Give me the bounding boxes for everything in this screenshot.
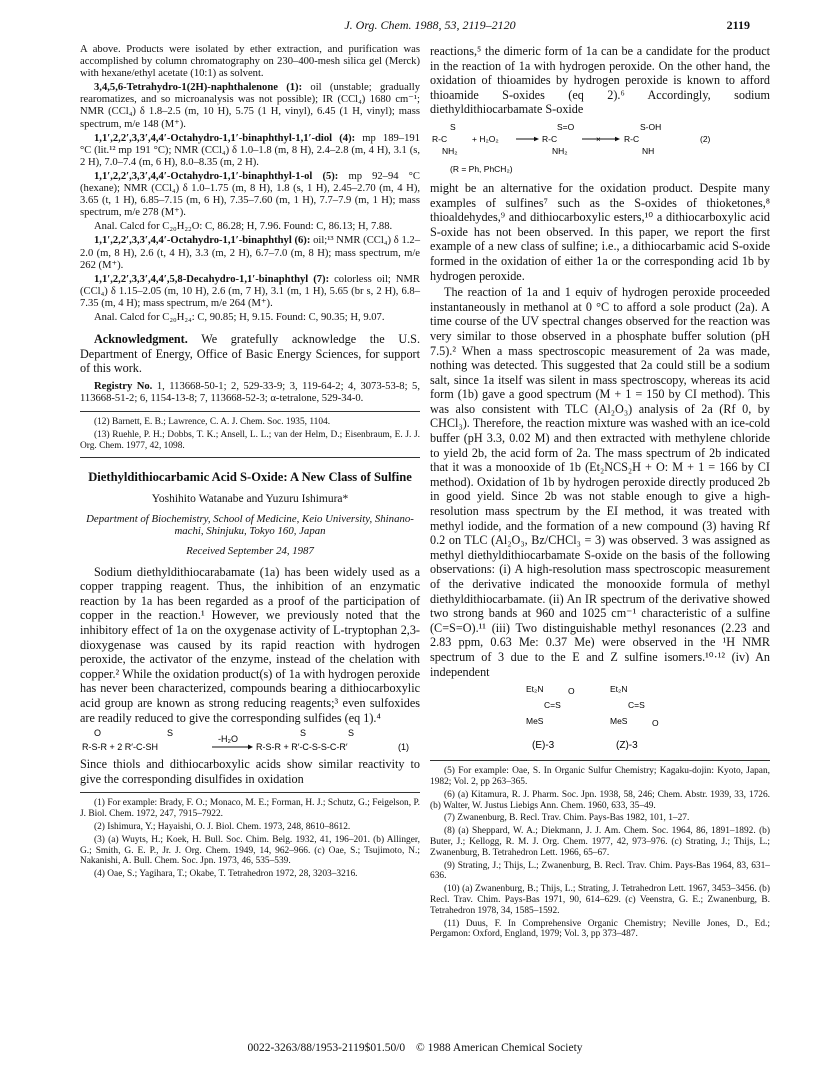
label-z-isomer: (Z)-3: [616, 740, 638, 752]
registry-numbers: [80, 381, 420, 405]
reference: (2) Ishimura, Y.; Hayaishi, O. J. Biol. Chem. 1973, 248, 8610–8612.: [94, 821, 351, 832]
acknowledgment-heading: Acknowledgment.: [94, 332, 188, 347]
sulfine-structures: [430, 682, 770, 754]
reference: (10) (a) Zwanenburg, B.; Thijs, L.; Strating, J. Tetrahedron Lett. 1967, 3453–3456. (b) Recl. Trav. Chim. Pays-Bas 1971, 90, 614–629. (c) Veenstra, G. E.; Zwanenburg, B. Tetrahedron 1978, 34, 1585–1592.: [430, 884, 770, 916]
eq2-note: (R = Ph, PhCH₂): [450, 163, 513, 174]
registry-text: 1, 113668-50-1; 2, 529-33-9; 3, 119-64-2; 4, 3073-53-8; 5, 113668-51-2; 6, 1154-13-8; 7, 113668-52-3; α-tetralone, 529-34-0.: [80, 380, 420, 404]
footnotes-right: [430, 766, 770, 940]
thione-s: S: [167, 728, 174, 739]
footnote-divider: [80, 792, 420, 793]
copyright: © 1988 American Chemical Society: [416, 1042, 583, 1054]
eq2-prod2: R-C: [624, 133, 640, 144]
body-paragraph: might be an alternative for the oxidation product. Despite many examples of sulfines⁷ such as the S-oxides of thioketones,⁸ thioaldehydes,⁹ and dithiocarboxylic esters,¹⁰ a dithiocarboxylic acid S-oxide has not been observed. In this paper, we report the first example of a new class of sulfine; i.e., a dithiocarbamic acid S-oxide formed in the oxidation of either 1a or the corresponding acid 1b by hydrogen peroxide.: [430, 180, 770, 283]
sulfine-isomers-figure: [430, 682, 770, 754]
eq2-arrow-x: ×: [596, 134, 601, 144]
affiliation: Department of Biochemistry, School of Medicine, Keio University, Shinano-machi, Shinjuku, Tokyo 160, Japan: [86, 512, 414, 538]
compound-data: mp 92–94 °C (hexane); NMR (CCl₄) δ 1.0–1.75 (m, 8 H), 1.8 (s, 1 H), 2.45–2.70 (m, 4 H), 3.65 (t, 1 H), 6.85–7.15 (m, 6 H), 7.35–7.60 (m, 1 H), 7.7–7.9 (m, 1 H); mass spectrum, m/e 278 (M⁺).: [80, 170, 420, 219]
eq2-nh: NH: [642, 145, 655, 156]
footnotes-bottom: [80, 798, 420, 880]
z-et2n: Et₂N: [610, 684, 628, 695]
body-paragraph: The reaction of 1a and 1 equiv of hydrogen peroxide proceeded instantaneously in methanol at 0 °C to afford a sole product (2a). A time course of the UV spectral changes observed for the reaction was very similar to those observed in a phosphate buffer solution (pH 7.5).² When a mass spectroscopic measurement of 2a was made, nothing was detected. This suggested that 2a could still be a sodium salt, since 1a itself was silent in mass spectroscopy, whereas its acid form (1b) gave a good spectrum (M + 1 = 150 by CI method). This was also consistent with TLC (Al₂O₃) analysis of 2a (Rf 0, by CHCl₃). Therefore, the reaction mixture was washed with an ice-cold buffer (pH 3.3, 0.02 M) and then extracted with methylene chloride to yield 2b, the acid form of 2a. The mass spectrum of 2b indicated that it was a monooxide of 1b (Et₂NCS₂H + O: M + 1 = 166 by CI method). Oxidation of 1b by hydrogen peroxide directly produced 2b in good yield. Since 2b was not stable enough to give a high-resolution mass spectrum by the EI method, it was treated with methyl iodide, and the formation of a new compound (3) having Rf 0.2 on TLC (Al₂O₃, Bz/CHCl₃ = 3) was observed. 3 was assigned as methyl diethyldithiocarbamate S-oxide on the basis of the following observations: (i) A high-resolution mass spectroscopic measurement of the derivative indicated the monooxide formula of methyl diethyldithiocarbamate. (ii) An IR spectrum of the derivative showed two strong bands at 960 and 1025 cm⁻¹ characteristic of a sulfine (C=S=O).¹¹ (iii) Two distinguishable methyl resonances (2.23 and 2.83 ppm, 0.63 Me: 0.37 Me) were observed in the ¹H NMR spectrum of 3 due to the E and Z sulfine isomers.¹⁰·¹² (iv) An independent: [430, 285, 770, 679]
reference: (7) Zwanenburg, B. Recl. Trav. Chim. Pays-Bas 1982, 101, 1–27.: [444, 813, 690, 824]
product-s1: S: [300, 728, 307, 739]
eq1-arrow-label: -H₂O: [218, 734, 238, 745]
acknowledgment: [80, 332, 420, 376]
article-code: 0022-3263/88/1953-2119$01.50/0: [247, 1042, 406, 1054]
body-paragraph: Since thiols and dithiocarboxylic acids show similar reactivity to give the corresponding disulfides in oxidation: [80, 757, 420, 786]
eq2-nh2b: NH₂: [552, 145, 568, 156]
journal-citation: J. Org. Chem. 1988, 53, 2119–2120: [344, 18, 516, 32]
eq2-nh2: NH₂: [442, 145, 458, 156]
compound-list: [80, 82, 420, 324]
e-cs: C=S: [544, 700, 561, 711]
page-number: 2119: [726, 18, 750, 32]
reference: (6) (a) Kitamura, R. J. Pharm. Soc. Jpn. 1938, 58, 246; Chem. Abstr. 1939, 33, 1726. (b) Walter, W. Justus Liebigs Ann. Chem. 1960, 633, 35–49.: [430, 789, 770, 811]
eq2-number: (2): [700, 133, 711, 144]
compound-entry: [80, 235, 420, 271]
compound-name: 1,1′,2,2′,3,3′,4,4′-Octahydro-1,1′-binaphthyl-1,1′-diol (4):: [94, 132, 356, 144]
right-column: [430, 44, 770, 942]
article-divider: [80, 457, 420, 458]
eq2-prod1: R-C: [542, 133, 558, 144]
registry-heading: Registry No.: [94, 380, 153, 392]
arrow-head: [248, 745, 253, 750]
product-s2: S: [348, 728, 355, 739]
equation-2-figure: [430, 120, 770, 178]
eq2-s: S: [450, 121, 456, 132]
eq2-reactant: R-C: [432, 133, 448, 144]
eq2-arrow2-head: [615, 137, 620, 141]
eq2-soh: S-OH: [640, 121, 662, 132]
compound-name: 1,1′,2,2′,3,3′,4,4′-Octahydro-1,1′-binaphthyl-1-ol (5):: [94, 170, 339, 182]
reference: (9) Strating, J.; Thijs, L.; Zwanenburg, B. Recl. Trav. Chim. Pays-Bas 1964, 83, 631–636.: [430, 860, 770, 882]
z-o: O: [652, 718, 659, 729]
equation-1: [80, 728, 420, 754]
equation-2: [430, 120, 770, 178]
authors: Yoshihito Watanabe and Yuzuru Ishimura*: [151, 493, 349, 506]
compound-entry: [80, 82, 420, 130]
body-paragraph: Sodium diethyldithiocarabamate (1a) has been widely used as a copper trapping reagent. Thus, the inhibition of an enzymatic reaction by 1a has been regarded as a proof of the participation of copper in the reaction.¹ However, we previously noted that the inhibitory effect of 1a on the oxygenase activity of L-tryptophan 2,3-dioxygenase was caused by its rapid reaction with hydrogen peroxide, the activator of the enzyme, instead of the chelation with copper.² While the oxidation product(s) of 1a with hydrogen peroxide has never been characterized, compounds bearing a dithiocarboxylic acid group are known as strong reducing reagents;³ even sulfoxides are readily reduced to give the corresponding sulfides (eq 1).⁴: [80, 564, 420, 725]
eq2-plus: + H₂O₂: [472, 133, 499, 144]
compound-name: 1,1′,2,2′,3,3′,4,4′-Octahydro-1,1′-binaphthyl (6):: [94, 235, 311, 247]
e-mes: MeS: [526, 716, 544, 727]
compound-name: 3,4,5,6-Tetrahydro-1(2H)-naphthalenone (1):: [94, 82, 303, 94]
reference: (12) Barnett, E. B.; Lawrence, C. A. J. Chem. Soc. 1935, 1104.: [94, 417, 331, 428]
received-date: Received September 24, 1987: [186, 544, 314, 557]
eq1-rhs: R-S-R + R′-C-S-S-C-R′: [256, 742, 348, 753]
compound-entry: [80, 171, 420, 219]
body-paragraph: reactions,⁵ the dimeric form of 1a can be a candidate for the product in the reaction of 1a with hydrogen peroxide. On the other hand, the oxidation of thioamides by hydrogen peroxide is known to afford thioamide S-oxides (eq 2).⁶ Accordingly, sodium diethyldithiocarbamate S-oxide: [430, 44, 770, 117]
equation-1-figure: [80, 728, 420, 754]
compound-data: oil;¹³ NMR (CCl₄) δ 1.2–2.0 (m, 8 H), 2.6 (t, 4 H), 3.3 (m, 2 H), 6.7–7.0 (m, 8 H); mass spectrum, m/e 262 (M⁺).: [80, 235, 420, 271]
continuation-text: A above. Products were isolated by ether extraction, and purification was accomplished by column chromatography on 230–400-mesh silica gel (Merck) with hexane/ethyl acetate (10:1) as solvent.: [80, 44, 420, 80]
reference: (13) Ruehle, P. H.; Dobbs, T. K.; Ansell, L. L.; van der Helm, D.; Eisenbraum, E. J. J. Org. Chem. 1977, 42, 1098.: [80, 429, 420, 451]
eq2-so: S=O: [557, 121, 575, 132]
compound-entry: [80, 221, 420, 233]
e-o: O: [568, 686, 575, 697]
label-e-isomer: (E)-3: [532, 740, 555, 752]
reference: (4) Oae, S.; Yagihara, T.; Okabe, T. Tetrahedron 1972, 28, 3203–3216.: [94, 869, 358, 880]
eq1-number: (1): [398, 742, 409, 753]
compound-data: mp 189–191 °C (lit.¹² mp 191 °C); NMR (CCl₄) δ 1.0–1.8 (m, 8 H), 2.4–2.8 (m, 4 H), 3.1 (s, 2 H), 7.0–7.4 (m, 6 H), 8.0–8.35 (m, 2 H).: [80, 132, 420, 168]
compound-data: oil (unstable; gradually rearomatizes, and so microanalysis was not possible); IR (CCl₄) 1680 cm⁻¹; NMR (CCl₄) δ 1.8–2.5 (m, 10 H), 5.75 (1 H, vinyl), 6.45 (1 H, vinyl); mass spectrum, m/e 148 (M⁺).: [80, 82, 420, 130]
acknowledgment-text: We gratefully acknowledge the U.S. Department of Energy, Office of Basic Energy Sciences, for support of this work.: [80, 332, 420, 376]
compound-entry: [80, 274, 420, 310]
reference: (11) Duus, F. In Comprehensive Organic Chemistry; Neville Jones, D., Ed.; Pergamon: Oxford, England, 1979; Vol. 3, pp 373–487.: [430, 918, 770, 940]
footnote-divider: [80, 411, 420, 412]
footnotes-top: [80, 417, 420, 451]
compound-name: 1,1′,2,2′,3,3′,4,4′,5,8-Decahydro-1,1′-binaphthyl (7):: [94, 273, 330, 285]
footnote-divider: [430, 760, 770, 761]
article-title: Diethyldithiocarbamic Acid S-Oxide: A New Class of Sulfine: [88, 470, 412, 485]
eq2-arrow-head: [534, 137, 539, 141]
compound-data: colorless oil; NMR (CCl₄) δ 1.15–2.05 (m, 10 H), 2.6 (m, 7 H), 3.1 (m, 1 H), 5.65 (br s, 2 H), 6.8–7.35 (m, 4 H); mass spectrum, m/e 264 (M⁺).: [80, 273, 420, 309]
reference: (5) For example: Oae, S. In Organic Sulfur Chemistry; Kagaku-dojin: Kyoto, Japan, 1982; Vol. 2, pp 263–365.: [430, 766, 770, 787]
compound-data: Anal. Calcd for C₂₀H₂₄: C, 90.85; H, 9.15. Found: C, 90.35; H, 9.07.: [94, 311, 385, 323]
z-mes: MeS: [610, 716, 628, 727]
eq1-lhs: R-S-R + 2 R′-C-SH: [82, 742, 158, 753]
reference: (1) For example: Brady, F. O.; Monaco, M. E.; Forman, H. J.; Schutz, G.; Feigelson, P. J. Biol. Chem. 1972, 247, 7915–7922.: [80, 798, 420, 820]
compound-data: Anal. Calcd for C₂₀H₂₂O: C, 86.28; H, 7.96. Found: C, 86.13; H, 7.88.: [94, 221, 393, 233]
reference: (8) (a) Sheppard, W. A.; Diekmann, J. J. Am. Chem. Soc. 1964, 86, 1891–1892. (b) Buter, J.; Kellogg, R. M. J. Org. Chem. 1977, 42, 973–976. (c) Strating, J.; Thijs, L.; Zwanenburg, B. Tetrahedron Lett. 1966, 65–67.: [430, 826, 770, 858]
compound-entry: [80, 133, 420, 169]
compound-entry: [80, 312, 420, 324]
sulfoxide-o: O: [94, 728, 102, 739]
running-header: [80, 18, 750, 34]
page-footer: [80, 1042, 750, 1054]
reference: (3) (a) Wuyts, H.; Koek, H. Bull. Soc. Chim. Belg. 1932, 41, 196–201. (b) Allinger, G.; Smith, G. E. P., Jr. J. Org. Chem. 1949, 14, 962–966. (c) Oae, S.; Tsujimoto, N.; Nakanishi, A. Bull. Chem. Soc. Jpn. 1973, 46, 535–539.: [80, 834, 420, 867]
left-column: [80, 44, 420, 882]
z-cs: C=S: [628, 700, 645, 711]
e-et2n: Et₂N: [526, 684, 544, 695]
